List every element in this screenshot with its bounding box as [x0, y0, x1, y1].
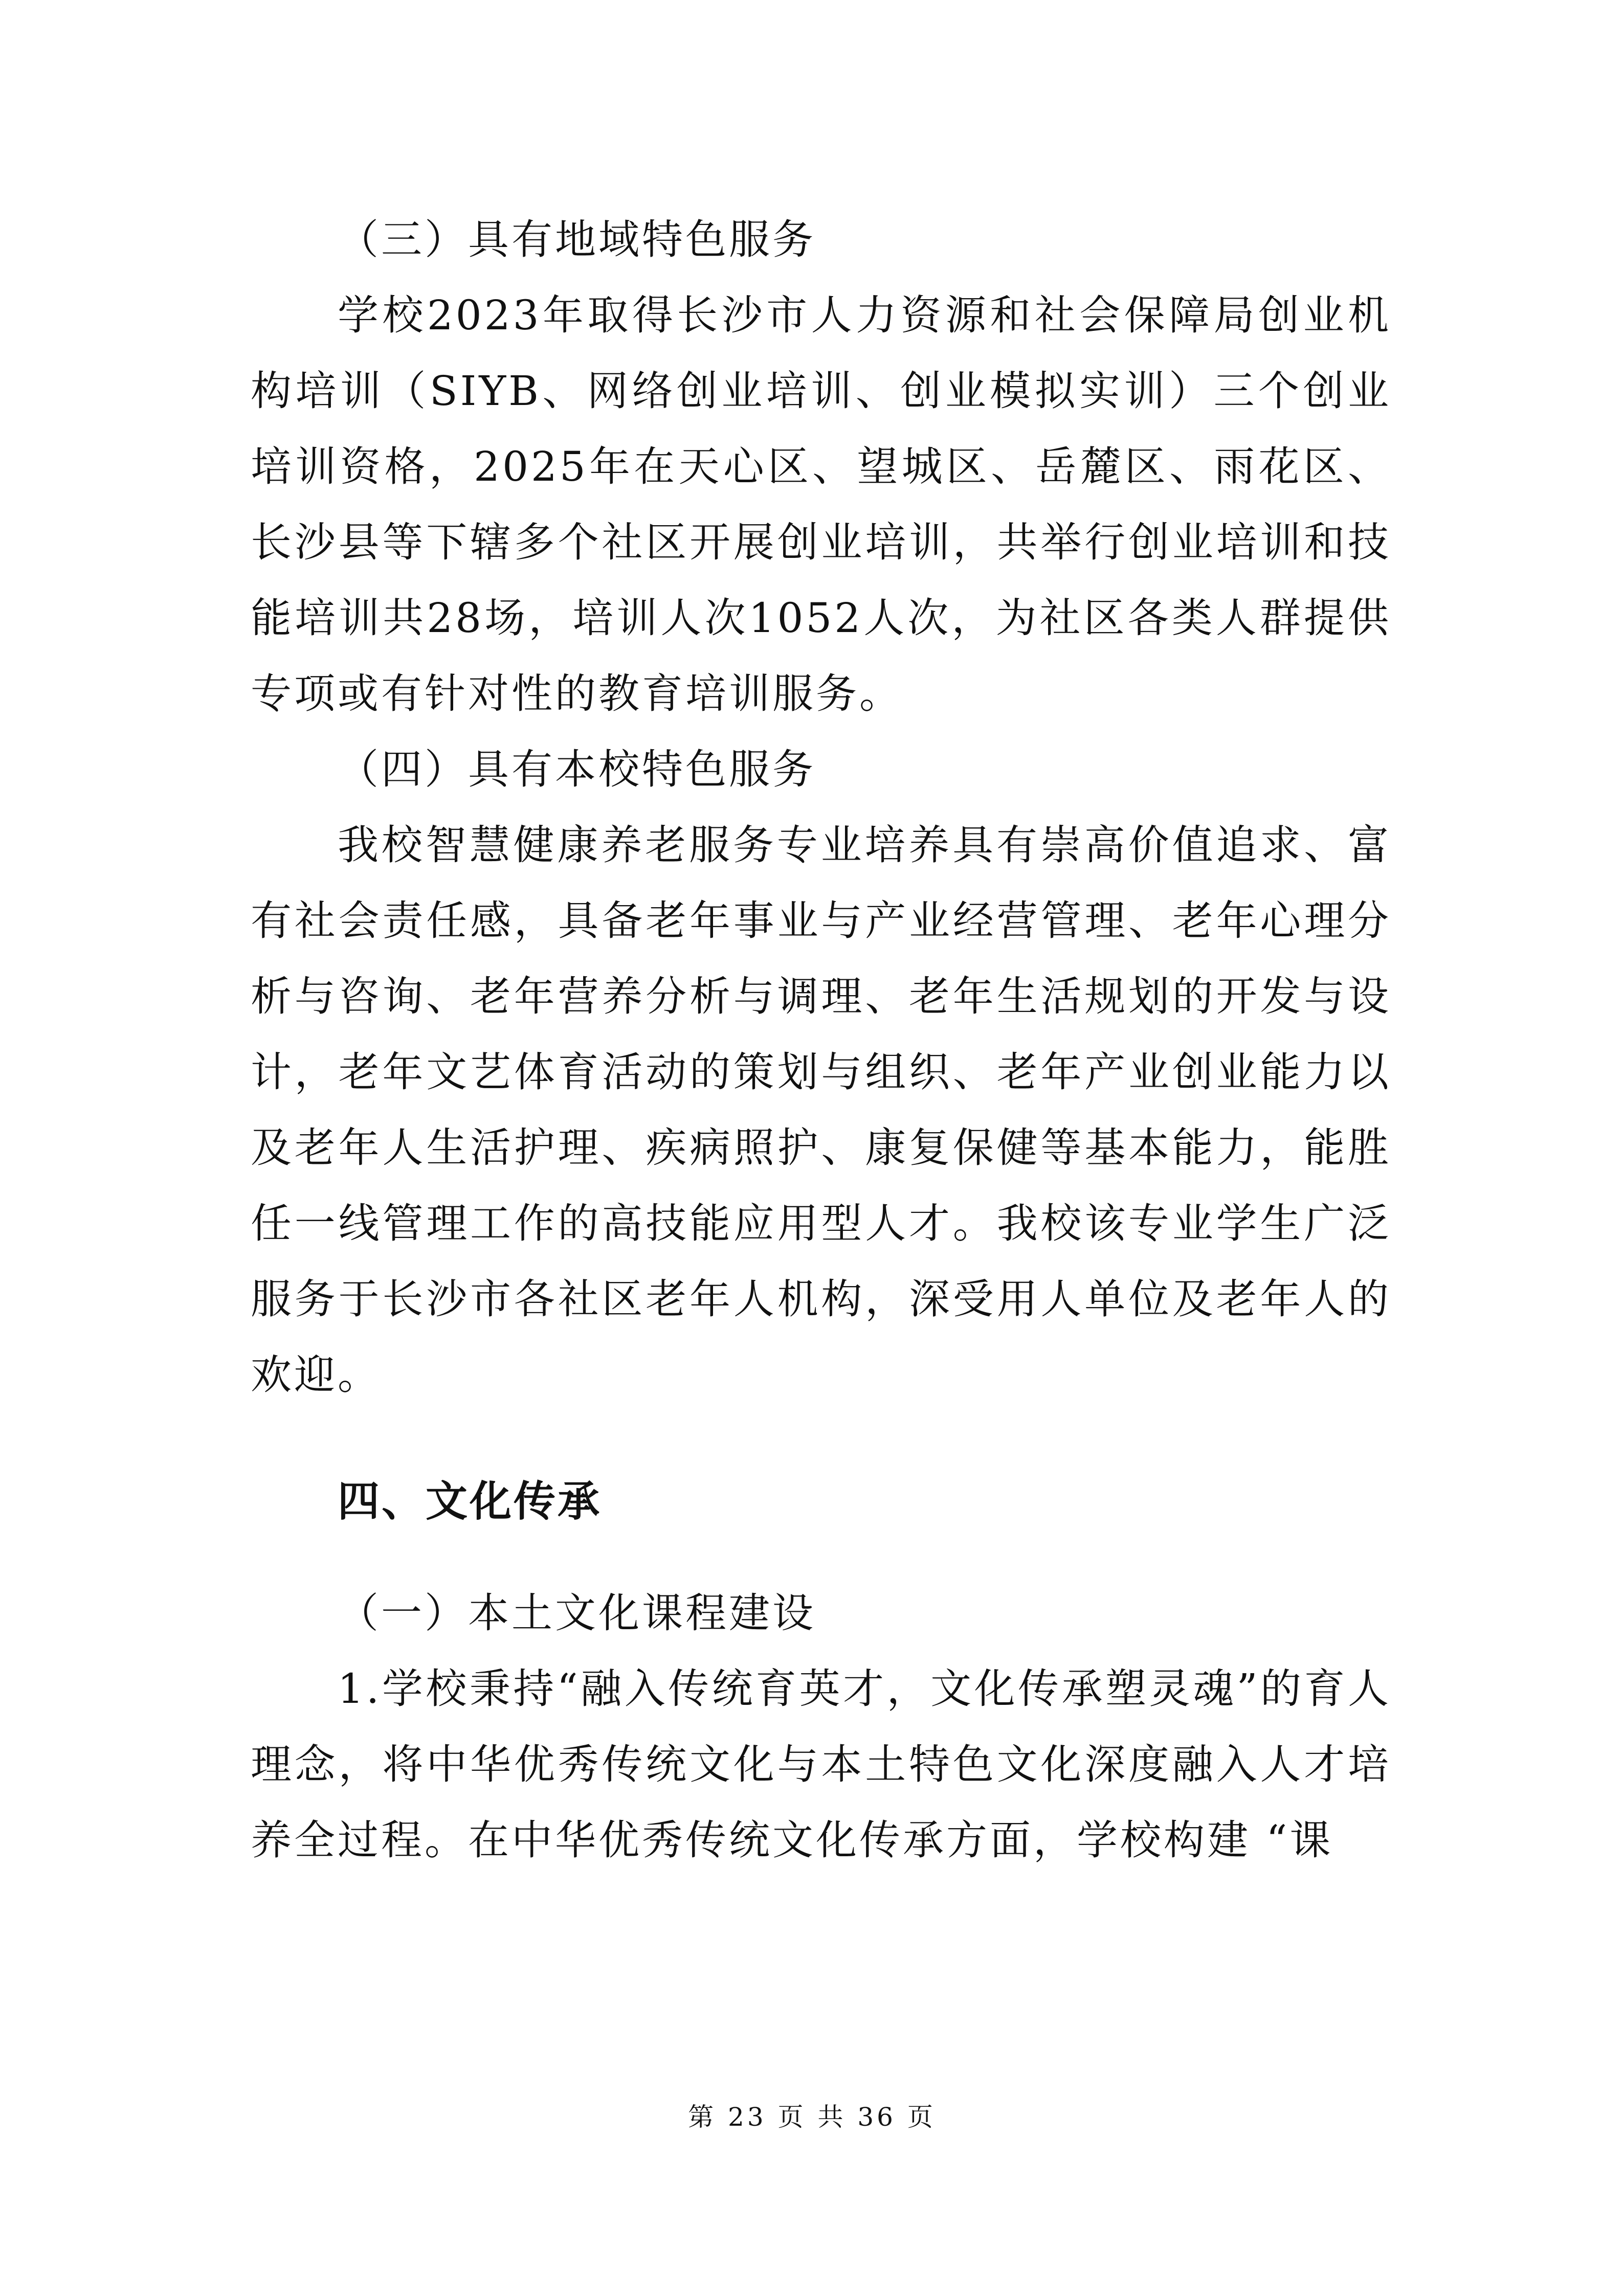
subheading-regional-service: （三）具有地域特色服务: [338, 216, 816, 263]
subheading-local-culture-course: （一）本土文化课程建设: [338, 1589, 816, 1637]
paragraph-school-service: 我校智慧健康养老服务专业培养具有崇高价值追求、富有社会责任感，具备老年事业与产业经营管理、老年心理分析与咨询、老年营养分析与调理、老年生活规划的开发与设计，老年文艺体育活动的策划与组织、老年产业创业能力以及老年人生活护理、疾病照护、康复保健等基本能力，能胜任一线管理工作的高技能应用型人才。我校该专业学生广泛服务于长沙市各社区老年人机构，深受用人单位及老年人的欢迎。: [251, 821, 1391, 1399]
paragraph-regional-service: 学校2023年取得长沙市人力资源和社会保障局创业机构培训（SIYB、网络创业培训、创业模拟实训）三个创业培训资格，2025年在天心区、望城区、岳麓区、雨花区、长沙县等下辖多个社区开展创业培训，共举行创业培训和技能培训共28场，培训人次1052人次，为社区各类人群提供专项或有针对性的教育培训服务。: [251, 291, 1391, 717]
chapter-heading-culture: 四、文化传承: [338, 1477, 602, 1526]
subheading-school-service: （四）具有本校特色服务: [338, 746, 816, 793]
page-footer: 第 23 页 共 36 页: [688, 2102, 936, 2132]
paragraph-local-culture-course: 1.学校秉持“融入传统育英才，文化传承塑灵魂”的育人理念，将中华优秀传统文化与本土特色文化深度融入人才培养全过程。在中华优秀传统文化传承方面，学校构建 “课: [251, 1665, 1391, 1864]
page-content: [251, 202, 1391, 1878]
